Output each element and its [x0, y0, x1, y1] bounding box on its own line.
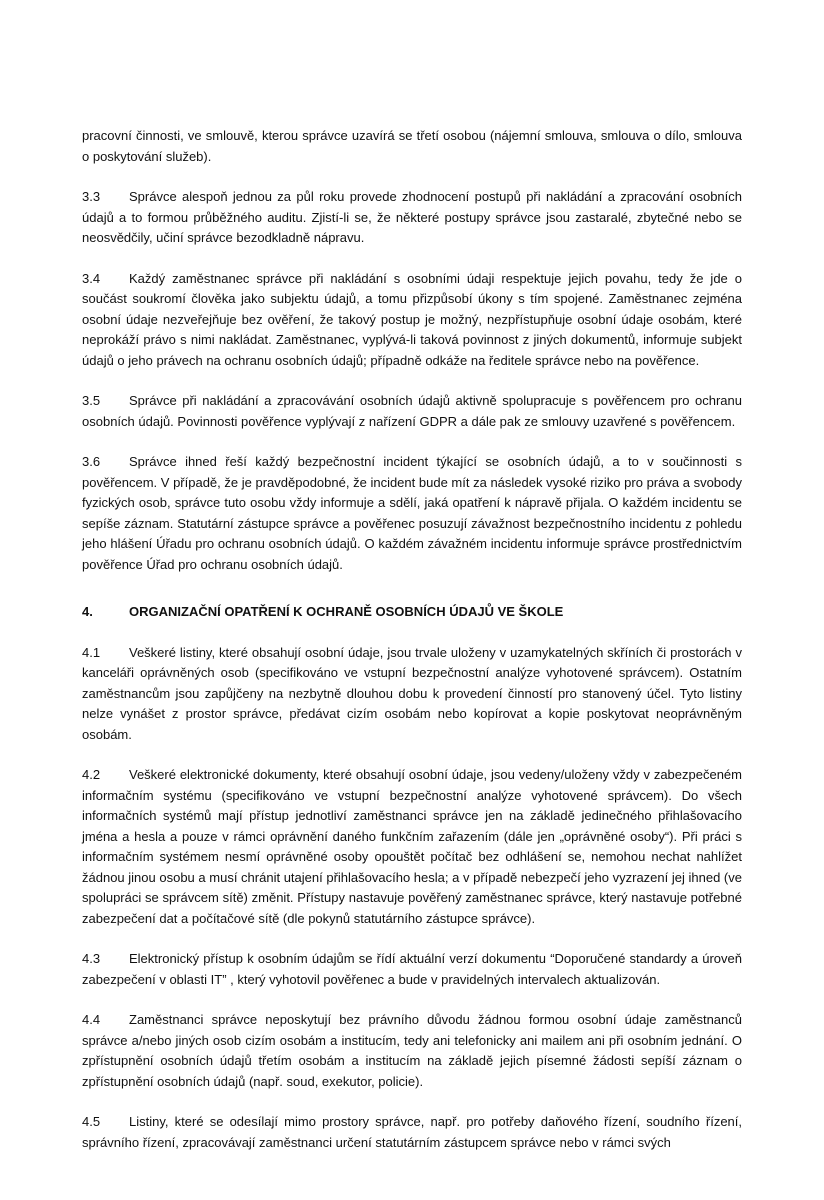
paragraph-number: 3.6: [82, 454, 101, 469]
paragraph-3-3: [82, 187, 742, 249]
paragraph-number: 4.3: [82, 951, 101, 966]
paragraph-number: 4.1: [82, 644, 101, 660]
paragraph-text: Správce při nakládání a zpracovávání osobních údajů aktivně spolupracuje s pověřencem pro ochranu osobních údajů. Povinnosti pověřence vyplývají z nařízení GDPR a dále pak ze smlouvy uzavřené s pověřencem.: [82, 393, 742, 429]
paragraph-4-5: [82, 1112, 742, 1153]
section-heading-4: [82, 602, 742, 623]
paragraph-number: 3.5: [82, 393, 101, 408]
paragraph-text: Veškeré listiny, které obsahují osobní údaje, jsou trvale uloženy v uzamykatelných skříních či prostorách v kanceláři oprávněných osob (specifikováno ve vstupní bezpečnostní analýze vyhotovené správcem). Ostatním zaměstnancům jsou zapůjčeny na nezbytně dlouhou dobu k provedení činností pro stanovený účel. Tyto listiny nelze vynášet z prostor správce, předávat cizím osobám nebo kopírovat a kopie poskytovat neoprávněným osobám.: [82, 644, 742, 742]
paragraph-3-5: [82, 391, 742, 432]
paragraph-text: pracovní činnosti, ve smlouvě, kterou správce uzavírá se třetí osobou (nájemní smlouva, smlouva o dílo, smlouva o poskytování služeb).: [82, 128, 742, 164]
paragraph-text: Listiny, které se odesílají mimo prostory správce, např. pro potřeby daňového řízení, soudního řízení, správního řízení, zpracovávají zaměstnanci určení statutárním zástupcem správce nebo v rámci svých: [82, 1114, 742, 1150]
paragraph-text: Správce ihned řeší každý bezpečnostní incident týkající se osobních údajů, a to v součinnosti s pověřencem. V případě, že je pravděpodobné, že incident bude mít za následek vysoké riziko pro práva a svobody fyzických osob, správce tuto osobu vždy informuje a sdělí, jaká opatření k nápravě přijala. O každém incidentu se sepíše záznam. Statutární zástupce správce a pověřenec posuzují závažnost bezpečnostního incidentu z pohledu jeho hlášení Úřadu pro ochranu osobních údajů. O každém závažném incidentu informuje správce prostřednictvím pověřence Úřad pro ochranu osobních údajů.: [82, 454, 742, 572]
paragraph-text: Každý zaměstnanec správce při nakládání s osobními údaji respektuje jejich povahu, tedy že jde o součást soukromí člověka jako subjektu údajů, a tomu přizpůsobí úkony s tím spojené. Zaměstnanec zejména osobní údaje nezveřejňuje bez ověření, že takový postup je možný, nezpřístupňuje osobní údaje osobám, které neprokáží právo s nimi nakládat. Zaměstnanec, vyplývá-li taková povinnost z jiných dokumentů, informuje subjekt údajů o jeho právech na ochranu osobních údajů; případně odkáže na ředitele správce nebo na pověřence.: [82, 270, 742, 368]
paragraph-text: Správce alespoň jednou za půl roku provede zhodnocení postupů při nakládání a zpracování osobních údajů a to formou průběžného auditu. Zjistí-li se, že některé postupy správce jsou zastaralé, zbytečné nebo se neosvědčily, učiní správce bezodkladně nápravu.: [82, 189, 742, 245]
paragraph-number: 3.4: [82, 270, 101, 286]
section-title: ORGANIZAČNÍ OPATŘENÍ K OCHRANĚ OSOBNÍCH ÚDAJŮ VE ŠKOLE: [129, 604, 564, 619]
paragraph-continuation: [82, 126, 742, 167]
paragraph-number: 4.4: [82, 1012, 101, 1027]
paragraph-4-1: [82, 643, 742, 746]
document-page: [82, 126, 742, 1173]
paragraph-number: 3.3: [82, 189, 101, 204]
paragraph-text: Veškeré elektronické dokumenty, které obsahují osobní údaje, jsou vedeny/uloženy vždy v zabezpečeném informačním systému (specifikováno ve vstupní bezpečnostní analýze vyhotovené správcem). Do všech informačních systémů mají přístup jednotliví zaměstnanci správce jen na základě jedinečného přihlašovacího jména a hesla a pouze v rámci oprávnění daného funkčním zařazením (dále jen „oprávněné osoby“). Při práci s informačním systémem nesmí oprávněné osoby opouštět počítač bez odhlášení se, nemohou nechat nahlížet žádnou jinou osobu a musí chránit utajení přihlašovacího hesla; a v případě nebezpečí jeho vyzrazení jej ihned (ve spolupráci se správcem sítě) změnit. Přístupy nastavuje pověřený zaměstnanec správce, který nastavuje potřebné zabezpečení dat a počítačové sítě (dle pokynů statutárního zástupce správce).: [82, 767, 742, 926]
paragraph-4-2: [82, 765, 742, 929]
paragraph-text: Zaměstnanci správce neposkytují bez právního důvodu žádnou formou osobní údaje zaměstnanců správce a/nebo jiných osob cizím osobám a institucím, tedy ani telefonicky ani mailem ani při osobním jednání. O zpřístupnění osobních údajů třetím osobám a institucím na základě jejich písemné žádosti sepíší záznam o zpřístupnění osobních údajů (např. soud, exekutor, policie).: [82, 1012, 742, 1089]
paragraph-4-4: [82, 1010, 742, 1092]
paragraph-3-6: [82, 452, 742, 575]
paragraph-3-4: [82, 269, 742, 372]
section-number: 4.: [82, 604, 93, 619]
paragraph-number: 4.2: [82, 767, 101, 782]
paragraph-number: 4.5: [82, 1114, 101, 1129]
paragraph-4-3: [82, 949, 742, 990]
paragraph-text: Elektronický přístup k osobním údajům se řídí aktuální verzí dokumentu “Doporučené standardy a úroveň zabezpečení v oblasti IT” , který vyhotovil pověřenec a bude v pravidelných intervalech aktualizován.: [82, 951, 742, 987]
